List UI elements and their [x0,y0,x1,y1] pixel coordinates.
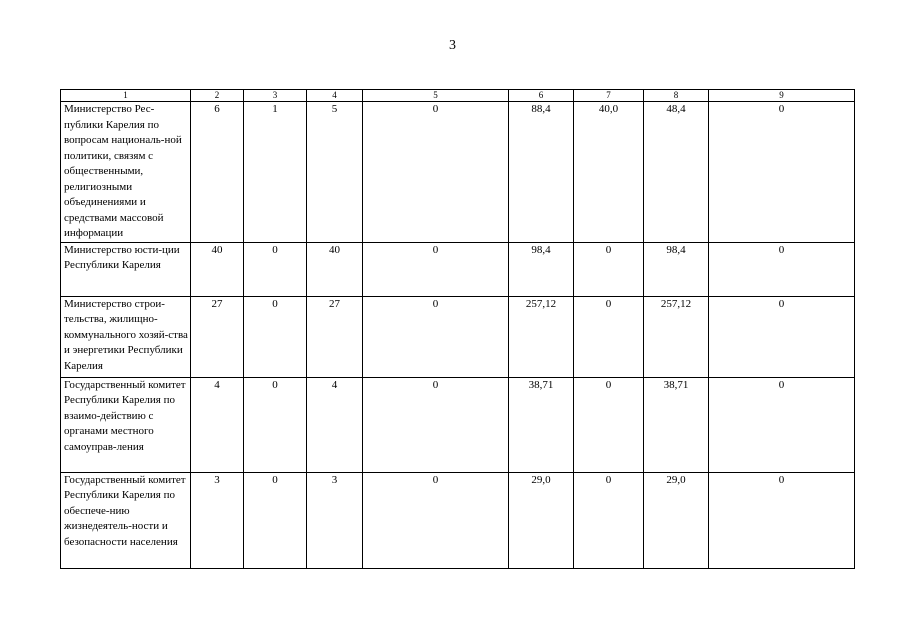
organization-name-cell: Государственный комитет Республики Карелия по обеспече-нию жизнедеятель-ности и безопасности населения [61,472,191,568]
table-cell: 3 [191,472,244,568]
table-cell: 257,12 [644,296,709,377]
table-cell: 0 [244,296,307,377]
table-cell: 0 [574,296,644,377]
table-cell: 98,4 [509,242,574,296]
table-cell: 4 [307,377,363,472]
table-cell: 5 [307,102,363,243]
table-cell: 1 [244,102,307,243]
table-cell: 29,0 [509,472,574,568]
table-cell: 3 [307,472,363,568]
table-cell: 40 [191,242,244,296]
column-header: 6 [509,90,574,102]
column-header: 8 [644,90,709,102]
table-cell: 0 [244,242,307,296]
table-cell: 29,0 [644,472,709,568]
organization-name-cell: Государственный комитет Республики Карелия по взаимо-действию с органами местного самоуправ-ления [61,377,191,472]
data-table [60,89,855,569]
page-number: 3 [449,38,456,53]
table-cell: 0 [574,242,644,296]
table-cell: 27 [191,296,244,377]
column-header: 3 [244,90,307,102]
column-header: 7 [574,90,644,102]
table-cell: 0 [709,242,855,296]
table-cell: 6 [191,102,244,243]
table-cell: 40 [307,242,363,296]
organization-name-cell: Министерство Рес-публики Карелия по вопросам националь-ной политики, связям с общественными, религиозными объединениями и средствами массовой информации [61,102,191,243]
table-cell: 0 [244,472,307,568]
table-row [61,377,855,472]
table-cell: 0 [709,296,855,377]
table-row [61,296,855,377]
column-header: 2 [191,90,244,102]
column-header: 4 [307,90,363,102]
table-cell: 0 [709,377,855,472]
table-cell: 98,4 [644,242,709,296]
table-cell: 38,71 [644,377,709,472]
table-cell: 0 [363,242,509,296]
table-cell: 48,4 [644,102,709,243]
table-row [61,102,855,243]
table-cell: 0 [709,102,855,243]
table-cell: 0 [363,296,509,377]
table-row [61,472,855,568]
table-cell: 0 [574,377,644,472]
table-cell: 88,4 [509,102,574,243]
organization-name-cell: Министерство строи-тельства, жилищно-коммунального хозяй-ства и энергетики Республики Карелия [61,296,191,377]
column-header: 9 [709,90,855,102]
organization-name-cell: Министерство юсти-ции Республики Карелия [61,242,191,296]
table-cell: 0 [363,472,509,568]
header-row [61,90,855,102]
table-cell: 0 [709,472,855,568]
table-cell: 0 [363,102,509,243]
table-cell: 4 [191,377,244,472]
table-cell: 0 [574,472,644,568]
table-cell: 0 [244,377,307,472]
table-row [61,242,855,296]
table-cell: 38,71 [509,377,574,472]
table-cell: 40,0 [574,102,644,243]
table-cell: 27 [307,296,363,377]
table-cell: 0 [363,377,509,472]
column-header: 5 [363,90,509,102]
column-header: 1 [61,90,191,102]
table-cell: 257,12 [509,296,574,377]
